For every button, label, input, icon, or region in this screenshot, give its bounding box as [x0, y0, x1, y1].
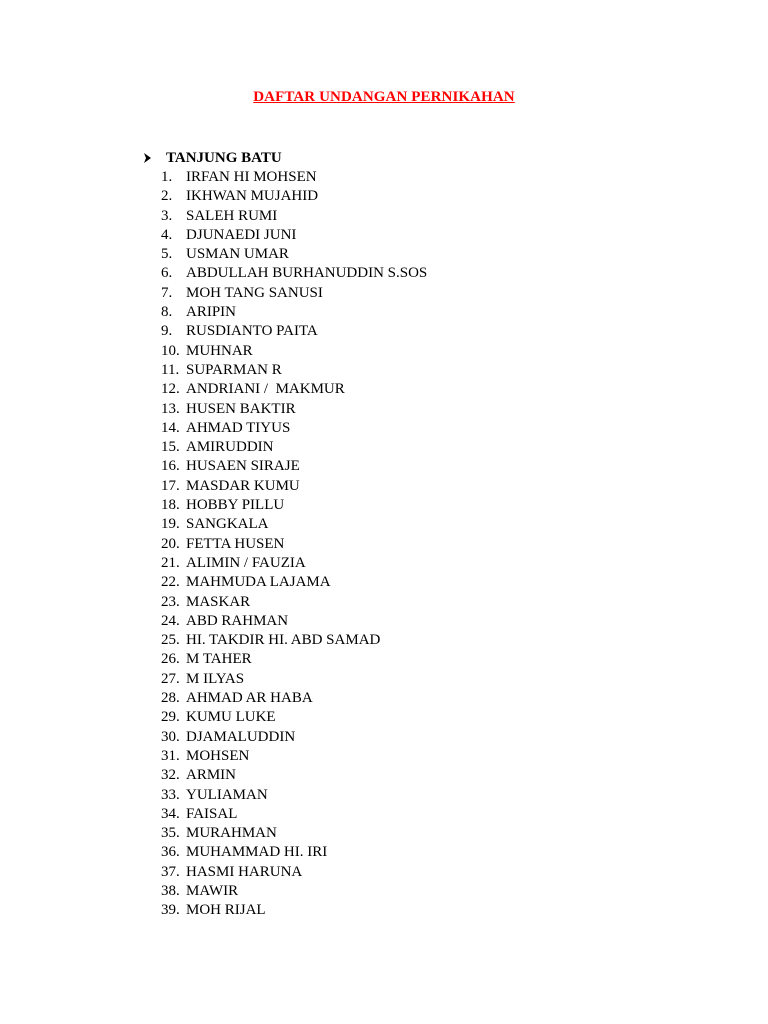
list-item-number: 21. — [161, 554, 180, 571]
list-item-number: 1. — [161, 169, 173, 185]
list-item — [140, 747, 700, 766]
list-item-name: ALIMIN / FAUZIA — [186, 554, 306, 571]
list-item — [140, 342, 700, 361]
list-item-name: HUSEN BAKTIR — [186, 400, 296, 417]
list-item-name: KUMU LUKE — [186, 709, 276, 726]
list-item-name: IRFAN HI MOHSEN — [186, 169, 317, 185]
list-item-number: 31. — [161, 747, 180, 764]
list-item-number: 20. — [161, 535, 180, 552]
list-item-number: 10. — [161, 342, 180, 359]
chevron-right-bullet-icon — [142, 152, 154, 164]
list-item — [140, 805, 700, 824]
list-item-name: HASMI HARUNA — [186, 863, 303, 880]
list-item — [140, 766, 700, 785]
list-item-name: DJAMALUDDIN — [186, 728, 296, 745]
list-item — [140, 322, 700, 341]
list-item-number: 2. — [161, 188, 173, 205]
list-item-number: 8. — [161, 304, 173, 321]
list-item — [140, 168, 700, 187]
list-item-number: 14. — [161, 419, 180, 436]
list-item-name: USMAN UMAR — [186, 246, 289, 263]
list-item-number: 15. — [161, 439, 180, 456]
list-item-number: 16. — [161, 458, 180, 475]
list-item-name: MAHMUDA LAJAMA — [186, 574, 331, 591]
document-title: DAFTAR UNDANGAN PERNIKAHAN — [253, 89, 515, 105]
list-item-name: SUPARMAN R — [186, 361, 282, 378]
list-item — [140, 284, 700, 303]
list-item-number: 9. — [161, 323, 173, 340]
list-item — [140, 419, 700, 438]
list-item-name: M ILYAS — [186, 670, 245, 687]
list-item-number: 29. — [161, 709, 180, 726]
list-item — [140, 554, 700, 573]
list-item-name: AHMAD TIYUS — [186, 419, 291, 436]
list-item — [140, 882, 700, 901]
list-item-number: 38. — [161, 882, 180, 899]
list-item — [140, 631, 700, 650]
list-item-name: MAWIR — [186, 882, 239, 899]
list-item — [140, 361, 700, 380]
list-item-name: AHMAD AR HABA — [186, 690, 313, 707]
guest-section — [140, 149, 700, 921]
list-item-number: 30. — [161, 728, 180, 745]
list-item-name: ABD RAHMAN — [186, 612, 289, 629]
list-item — [140, 477, 700, 496]
section-heading — [140, 149, 700, 168]
list-item — [140, 496, 700, 515]
list-item-number: 36. — [161, 844, 180, 861]
list-item — [140, 535, 700, 554]
list-item-number: 17. — [161, 477, 180, 494]
guest-list — [140, 168, 700, 921]
list-item-name: YULIAMAN — [186, 786, 268, 803]
list-item-name: M TAHER — [186, 651, 252, 668]
section-heading-label: TANJUNG BATU — [166, 150, 282, 166]
list-item — [140, 226, 700, 245]
list-item-number: 26. — [161, 651, 180, 668]
list-item — [140, 400, 700, 419]
list-item-name: ARMIN — [186, 767, 237, 784]
list-item-name: MURAHMAN — [186, 825, 277, 842]
list-item-name: FAISAL — [186, 805, 238, 822]
list-item — [140, 708, 700, 727]
list-item-number: 33. — [161, 786, 180, 803]
list-item — [140, 612, 700, 631]
list-item-number: 7. — [161, 284, 173, 301]
list-item-number: 3. — [161, 207, 173, 224]
list-item — [140, 901, 700, 920]
list-item-number: 5. — [161, 246, 173, 263]
list-item-number: 13. — [161, 400, 180, 417]
list-item-number: 34. — [161, 805, 180, 822]
list-item-number: 24. — [161, 612, 180, 629]
list-item-name: FETTA HUSEN — [186, 535, 285, 552]
list-item-name: MUHNAR — [186, 342, 253, 359]
list-item — [140, 245, 700, 264]
list-item — [140, 593, 700, 612]
list-item-name: ANDRIANI / MAKMUR — [186, 381, 345, 398]
list-item — [140, 786, 700, 805]
list-item-name: MOH RIJAL — [186, 902, 266, 919]
list-item — [140, 457, 700, 476]
list-item — [140, 207, 700, 226]
list-item-name: IKHWAN MUJAHID — [186, 188, 319, 205]
list-item-number: 28. — [161, 690, 180, 707]
list-item-number: 37. — [161, 863, 180, 880]
list-item-name: AMIRUDDIN — [186, 439, 274, 456]
list-item-number: 18. — [161, 497, 180, 514]
list-item-name: DJUNAEDI JUNI — [186, 226, 297, 243]
list-item — [140, 728, 700, 747]
list-item — [140, 303, 700, 322]
list-item-number: 39. — [161, 902, 180, 919]
list-item-number: 25. — [161, 632, 180, 649]
list-item — [140, 863, 700, 882]
list-item-number: 11. — [161, 361, 180, 378]
list-item-number: 4. — [161, 226, 173, 243]
list-item — [140, 573, 700, 592]
list-item-number: 23. — [161, 593, 180, 610]
list-item-name: MASDAR KUMU — [186, 477, 300, 494]
list-item-number: 12. — [161, 381, 180, 398]
list-item — [140, 264, 700, 283]
list-item-number: 6. — [161, 265, 173, 282]
list-item-number: 22. — [161, 574, 180, 591]
list-item-number: 35. — [161, 825, 180, 842]
list-item-name: HOBBY PILLU — [186, 497, 285, 514]
list-item-name: HUSAEN SIRAJE — [186, 458, 300, 475]
list-item-name: MOHSEN — [186, 747, 250, 764]
list-item-name: HI. TAKDIR HI. ABD SAMAD — [186, 632, 381, 649]
list-item-name: SALEH RUMI — [186, 207, 278, 224]
list-item-name: ARIPIN — [186, 304, 237, 321]
list-item — [140, 824, 700, 843]
list-item — [140, 380, 700, 399]
list-item — [140, 843, 700, 862]
list-item — [140, 438, 700, 457]
list-item-name: RUSDIANTO PAITA — [186, 323, 318, 340]
list-item-name: SANGKALA — [186, 516, 269, 533]
list-item-number: 27. — [161, 670, 180, 687]
list-item-name: MOH TANG SANUSI — [186, 284, 323, 301]
list-item-name: MASKAR — [186, 593, 251, 610]
list-item-number: 32. — [161, 767, 180, 784]
list-item — [140, 670, 700, 689]
list-item — [140, 689, 700, 708]
list-item — [140, 187, 700, 206]
list-item-number: 19. — [161, 516, 180, 533]
list-item-name: ABDULLAH BURHANUDDIN S.SOS — [186, 265, 428, 282]
list-item-name: MUHAMMAD HI. IRI — [186, 844, 328, 861]
list-item — [140, 515, 700, 534]
list-item — [140, 650, 700, 669]
